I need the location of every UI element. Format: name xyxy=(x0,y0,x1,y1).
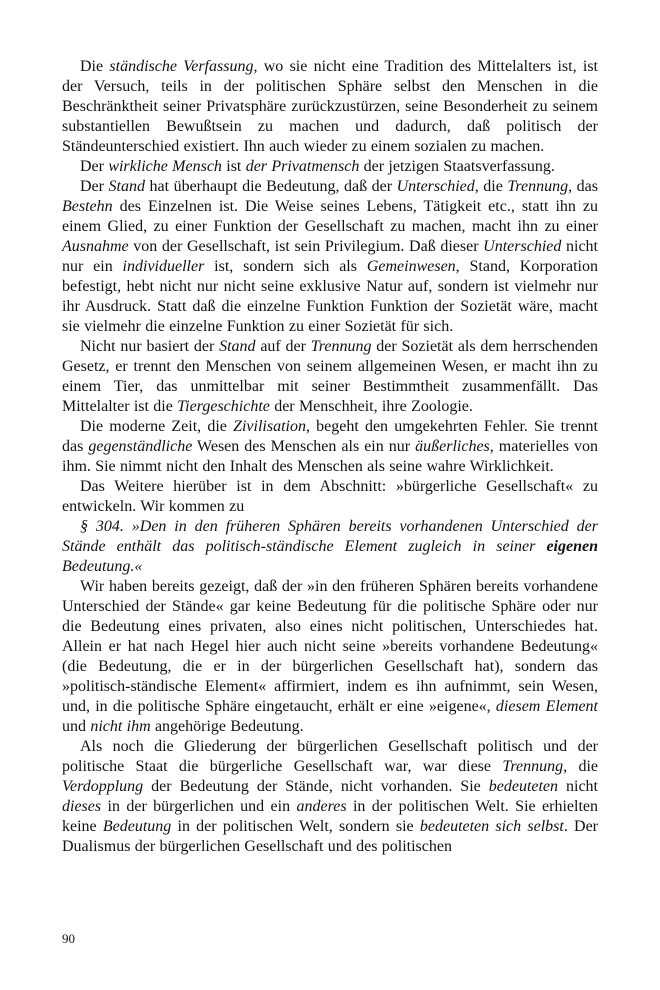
text-run: Stand xyxy=(219,338,256,355)
text-run: Bedeutung.« xyxy=(62,558,143,575)
text-run: wirkliche Mensch xyxy=(108,158,222,175)
text-run: Wir haben bereits gezeigt, daß der »in den früheren Sphären bereits vorhandene Unterschied der Stände« gar keine Bedeutung für die politische Sphäre oder nur die Bedeutung eines privaten, also eines nicht politischen, Unterschiedes hat. Allein er hat nach Hegel hier auch nicht seine »bereits vorhandene Bedeutung« (die Bedeutung, die er in der bürgerlichen Gesellschaft hat), sondern das »politisch-ständische Element« affirmiert, indem es ihn aufnimmt, sein Wesen, und, in die politische Sphäre eingetaucht, erhält er eine »eigene«, xyxy=(62,578,598,715)
text-run: Unterschied xyxy=(483,238,562,255)
paragraph xyxy=(62,737,598,857)
text-run: Tiergeschichte xyxy=(177,398,270,415)
text-run: eigenen xyxy=(546,538,598,555)
text-run: Trennung xyxy=(502,758,564,775)
text-run: nicht nur ein xyxy=(62,238,598,275)
text-run: Bestehn xyxy=(62,198,113,215)
text-run: anderes xyxy=(296,798,347,815)
paragraph xyxy=(62,177,598,337)
text-run: Ausnahme xyxy=(62,238,129,255)
paragraph xyxy=(62,577,598,737)
text-run: Zivilisation xyxy=(233,418,306,435)
text-run: ist xyxy=(221,158,246,175)
text-run: Stand xyxy=(108,178,145,195)
text-run: Der xyxy=(80,158,109,175)
paragraph xyxy=(62,337,598,417)
text-run: bedeuteten xyxy=(488,778,559,795)
text-run: , materielles von ihm. Sie nimmt nicht den Inhalt des Menschen als seine wahre Wirklichkeit. xyxy=(62,438,598,475)
text-run: § 304. »Den in den früheren Sphären bereits vorhandenen Unterschied der Stände enthält das politisch-ständische Element zugleich in seiner xyxy=(62,518,598,555)
text-run: , die xyxy=(474,178,508,195)
text-run: gegenständliche xyxy=(88,438,193,455)
text-run: Die moderne Zeit, die xyxy=(80,418,234,435)
text-run: Trennung xyxy=(310,338,372,355)
text-run: äußerliches xyxy=(415,438,490,455)
paragraph xyxy=(62,57,598,157)
text-run: diesem Element xyxy=(495,698,599,715)
paragraph xyxy=(62,157,598,177)
text-run: nicht xyxy=(558,778,599,795)
text-run: , begeht den umgekehrten Fehler. Sie trennt das xyxy=(62,418,599,455)
text-run: Wesen des Menschen als ein nur xyxy=(192,438,416,455)
text-run: , die xyxy=(563,758,599,775)
text-run: . Der Dualismus der bürgerlichen Gesellschaft und des politischen xyxy=(62,818,599,855)
text-run: auf der xyxy=(255,338,311,355)
text-run: Verdopplung xyxy=(62,778,144,795)
text-run: individueller xyxy=(122,258,205,275)
paragraph xyxy=(62,417,598,477)
text-run: Nicht nur basiert der xyxy=(80,338,220,355)
text-run: ständische Verfassung xyxy=(109,58,254,75)
text-run: angehörige Bedeutung. xyxy=(150,718,304,735)
text-run: , wo sie nicht eine Tradition des Mittelalters ist, ist der Versuch, teils in der politischen Sphäre selbst den Menschen in die Beschränktheit seiner Privatsphäre zurückzustürzen, seine Besonderheit zu seinem substantiellen Bewußtsein zu machen und dadurch, daß politisch der Ständeunterschied existiert. Ihn auch wieder zu einem sozialen zu machen. xyxy=(62,58,599,155)
text-run: der Sozietät als dem herrschenden Gesetz, er trennt den Menschen von seinem allgemeinen Wesen, er macht ihn zu einem Tier, das unmittelbar mit seiner Bestimmtheit zusammenfällt. Das Mittelalter ist die xyxy=(62,338,599,415)
text-run: nicht ihm xyxy=(90,718,151,735)
text-run: Gemeinwesen xyxy=(366,258,456,275)
text-run: Als noch die Gliederung der bürgerlichen Gesellschaft politisch und der politische Staat die bürgerliche Gesellschaft war, war diese xyxy=(62,738,598,775)
text-run: , Stand, Korporation befestigt, hebt nicht nur nicht seine exklusive Natur auf, sondern ist vielmehr nur ihr Ausdruck. Statt daß die einzelne Funktion Funktion der Sozietät wäre, macht sie vielmehr die einzelne Funktion zu einer Sozietät für sich. xyxy=(62,258,598,335)
text-run: in der politischen Welt. Sie erhielten keine xyxy=(62,798,598,835)
text-run: der jetzigen Staatsverfassung. xyxy=(359,158,555,175)
text-block xyxy=(62,57,598,857)
text-run: der Bedeutung der Stände, nicht vorhanden. Sie xyxy=(143,778,489,795)
page-number: 90 xyxy=(62,931,75,946)
text-run: Der xyxy=(80,178,109,195)
page-footer xyxy=(62,930,75,948)
text-run: Bedeutung xyxy=(102,818,172,835)
text-run: der Menschheit, ihre Zoologie. xyxy=(269,398,473,415)
text-run: ist, sondern sich als xyxy=(204,258,367,275)
text-run: der Privatmensch xyxy=(245,158,360,175)
text-run: , das xyxy=(568,178,598,195)
text-run: Unterschied xyxy=(396,178,475,195)
text-run: Trennung xyxy=(507,178,569,195)
text-run: dieses xyxy=(62,798,102,815)
text-run: in der politischen Welt, sondern sie xyxy=(171,818,420,835)
paragraph xyxy=(62,477,598,517)
text-run: von der Gesellschaft, ist sein Privilegium. Daß dieser xyxy=(128,238,484,255)
text-run: hat überhaupt die Bedeutung, daß der xyxy=(144,178,397,195)
paragraph xyxy=(62,517,598,577)
text-run: bedeuteten sich selbst xyxy=(419,818,564,835)
text-run: und xyxy=(62,718,91,735)
text-run: Das Weitere hierüber ist in dem Abschnitt: »bürgerliche Gesellschaft« zu entwickeln. Wir kommen zu xyxy=(62,478,598,515)
text-run: Die xyxy=(80,58,110,75)
text-run: in der bürgerlichen und ein xyxy=(101,798,297,815)
text-run: des Einzelnen ist. Die Weise seines Lebens, Tätigkeit etc., statt ihn zu einem Glied, zu einer Funktion der Gesellschaft zu machen, macht ihn zu einer xyxy=(62,198,598,235)
